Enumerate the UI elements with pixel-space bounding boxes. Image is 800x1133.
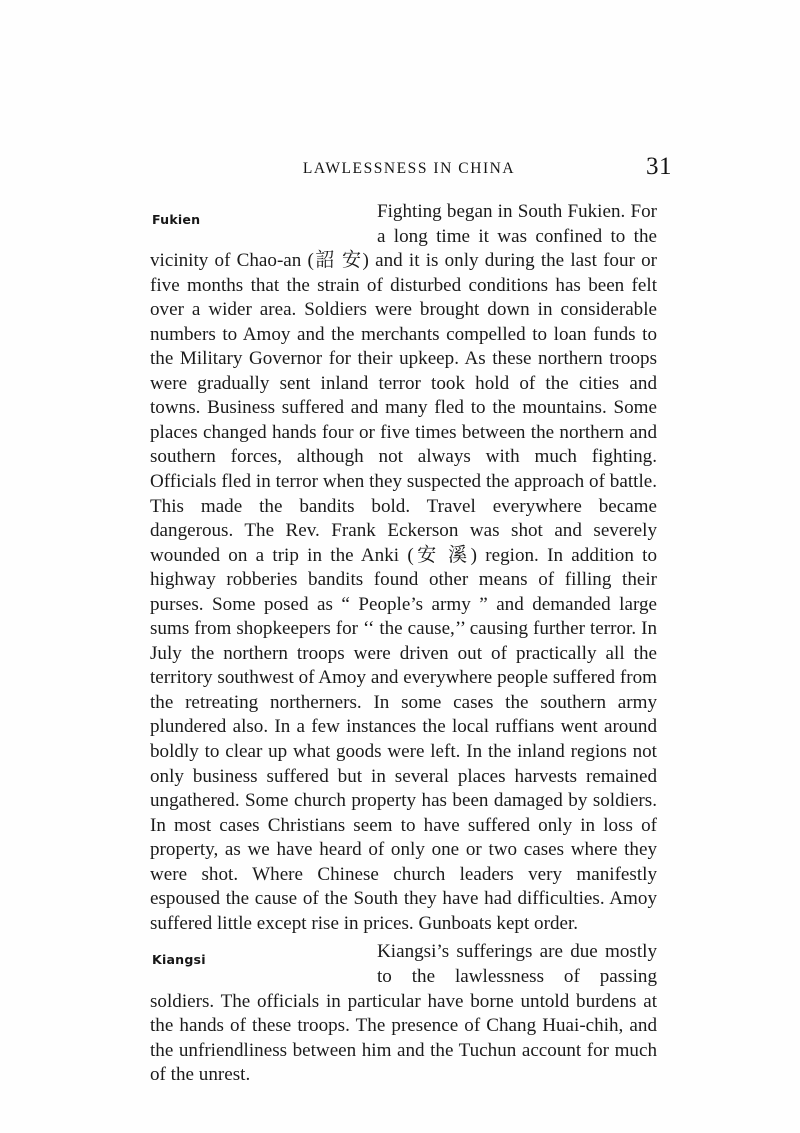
sidenote-kiangsi: Kiangsi bbox=[152, 952, 206, 968]
paragraph-kiangsi bbox=[150, 940, 657, 1087]
sidenote-fukien: Fukien bbox=[152, 212, 201, 227]
paragraph-kiangsi-text: Kiangsi’s sufferings are due mostly to the lawlessness of passing soldiers. The officials in particular have borne untold burdens at the hands of these troops. The presence of Chang Huai-chih, and the unfriendliness between him and the Tuchun account for much of the unrest. bbox=[150, 941, 657, 1086]
running-head-title: LAWLESSNESS IN CHINA bbox=[302, 160, 516, 177]
body-text-block bbox=[150, 200, 657, 1088]
running-head bbox=[0, 153, 800, 186]
paragraph-fukien-text: Fighting began in South Fukien. For a long time it was confined to the vicinity of Chao-an (詔 安) and it is only during the last four or five months that the strain of disturbed conditions has been felt over a wider area. Soldiers were brought down in considerable numbers to Amoy and the merchants compelled to loan funds to the Military Governor for their upkeep. As these northern troops were gradually sent inland terror took hold of the cities and towns. Business suffered and many fled to the mountains. Some places changed hands four or five times between the northern and southern forces, although not always with much fighting. Officials fled in terror when they suspected the approach of battle. This made the bandits bold. Travel everywhere became dangerous. The Rev. Frank Eckerson was shot and severely wounded on a trip in the Anki (安 溪) region. In addition to highway robberies bandits found other means of filling their purses. Some posed as “ People’s army ” and demanded large sums from shopkeepers for ‘‘ the cause,’’ causing further terror. In July the northern troops were driven out of practically all the territory southwest of Amoy and everywhere people suffered from the retreating northerners. In some cases the southern army plundered also. In a few instances the local ruffians went around boldly to clear up what goods were left. In the inland regions not only business suffered but in several places harvests remained ungathered. Some church property has been damaged by soldiers. In most cases Christians seem to have suffered only in loss of property, as we have heard of only one or two cases where they were shot. Where Chinese church leaders very manifestly espoused the cause of the South they have had difficulties. Amoy suffered little except rise in prices. Gunboats kept order. bbox=[150, 201, 657, 934]
paragraph-fukien bbox=[150, 200, 657, 936]
page-number: 31 bbox=[646, 153, 672, 180]
